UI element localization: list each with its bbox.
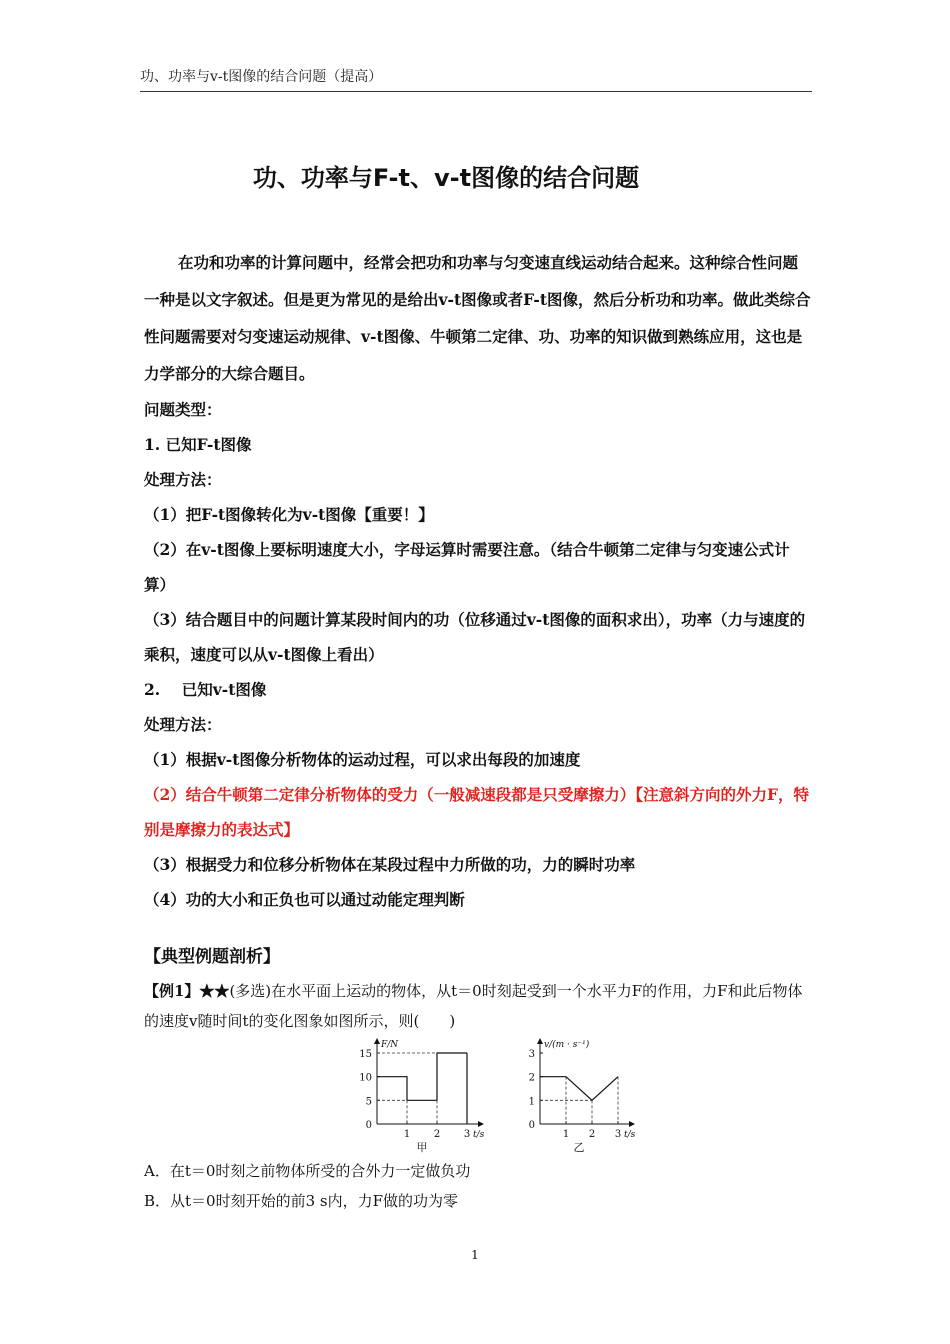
method-2-step-3: （3）根据受力和位移分析物体在某段过程中力所做的功，力的瞬时功率 bbox=[144, 855, 636, 874]
series-line bbox=[540, 1077, 618, 1101]
method-2-step-4: （4）功的大小和正负也可以通过动能定理判断 bbox=[144, 890, 465, 909]
method-1-label: 处理方法： bbox=[144, 470, 222, 489]
y-tick-label: 2 bbox=[528, 1072, 535, 1084]
page-header: 功、功率与v-t图像的结合问题（提高） bbox=[140, 66, 812, 92]
type-1-heading: 1. 已知F-t图像 bbox=[144, 435, 252, 454]
types-label: 问题类型： bbox=[144, 400, 222, 419]
example-label: 【例1】★★ bbox=[144, 982, 230, 1000]
option-b: B．从t＝0时刻开始的前3 s内，力F做的功为零 bbox=[144, 1192, 459, 1210]
chart-caption: 甲 bbox=[416, 1141, 428, 1154]
example-1 bbox=[144, 976, 812, 1036]
y-tick-label: 0 bbox=[365, 1120, 372, 1131]
x-tick-label: 3 bbox=[614, 1129, 622, 1140]
y-tick-label: 0 bbox=[528, 1120, 535, 1131]
type-2-heading: 2. 已知v-t图像 bbox=[144, 680, 267, 699]
section-heading: 【典型例题剖析】 bbox=[144, 947, 280, 967]
x-tick-label: 1 bbox=[403, 1129, 411, 1140]
main-content bbox=[144, 244, 812, 917]
series-line bbox=[377, 1053, 467, 1100]
x-tick-label: 2 bbox=[433, 1129, 441, 1140]
method-2-label: 处理方法： bbox=[144, 715, 222, 734]
chart-f-t bbox=[359, 1039, 484, 1154]
example-text: (多选)在水平面上运动的物体，从t＝0时刻起受到一个水平力F的作用，力F和此后物体的速度v随时间t的变化图象如图所示，则( ) bbox=[144, 982, 803, 1030]
x-axis-label: t/s bbox=[473, 1130, 485, 1140]
method-2-step-1: （1）根据v-t图像分析物体的运动过程，可以求出每段的加速度 bbox=[144, 750, 581, 769]
example-figures bbox=[355, 1034, 636, 1154]
x-tick-label: 2 bbox=[588, 1129, 596, 1140]
y-axis-label: F/N bbox=[381, 1040, 399, 1050]
x-tick-label: 1 bbox=[562, 1129, 570, 1140]
options bbox=[144, 1156, 470, 1216]
method-1-step-2: （2）在v-t图像上要标明速度大小，字母运算时需要注意。（结合牛顿第二定律与匀变速公式计算） bbox=[144, 540, 790, 594]
document-title: 功、功率与F-t、v-t图像的结合问题 bbox=[252, 164, 640, 192]
intro-paragraph: 在功和功率的计算问题中，经常会把功和功率与匀变速直线运动结合起来。这种综合性问题一种是以文字叙述。但是更为常见的是给出v-t图像或者F-t图像，然后分析功和功率。做此类综合性问题需要对匀变速运动规律、v-t图像、牛顿第二定律、功、功率的知识做到熟练应用，这也是力学部分的大综合题目。 bbox=[144, 253, 811, 383]
y-tick-label: 15 bbox=[359, 1049, 372, 1060]
x-tick-label: 3 bbox=[463, 1129, 471, 1140]
y-tick-label: 3 bbox=[528, 1049, 535, 1060]
option-a: A．在t＝0时刻之前物体所受的合外力一定做负功 bbox=[144, 1162, 471, 1180]
chart-caption: 乙 bbox=[573, 1141, 585, 1154]
y-tick-label: 10 bbox=[359, 1072, 372, 1084]
page-number: 1 bbox=[471, 1248, 479, 1262]
y-tick-label: 5 bbox=[365, 1096, 372, 1108]
method-1-step-1: （1）把F-t图像转化为v-t图像【重要！】 bbox=[144, 505, 434, 524]
figures-svg bbox=[355, 1034, 636, 1154]
method-1-step-3: （3）结合题目中的问题计算某段时间内的功（位移通过v-t图像的面积求出），功率（力与速度的乘积，速度可以从v-t图像上看出） bbox=[144, 610, 806, 664]
y-axis-label: v/(m · s⁻¹) bbox=[544, 1040, 590, 1050]
y-tick-label: 1 bbox=[528, 1096, 535, 1108]
method-2-step-2: （2）结合牛顿第二定律分析物体的受力（一般减速段都是只受摩擦力）【注意斜方向的外力F，特别是摩擦力的表达式】 bbox=[144, 785, 810, 839]
chart-v-t bbox=[529, 1039, 636, 1154]
x-axis-label: t/s bbox=[624, 1130, 636, 1140]
